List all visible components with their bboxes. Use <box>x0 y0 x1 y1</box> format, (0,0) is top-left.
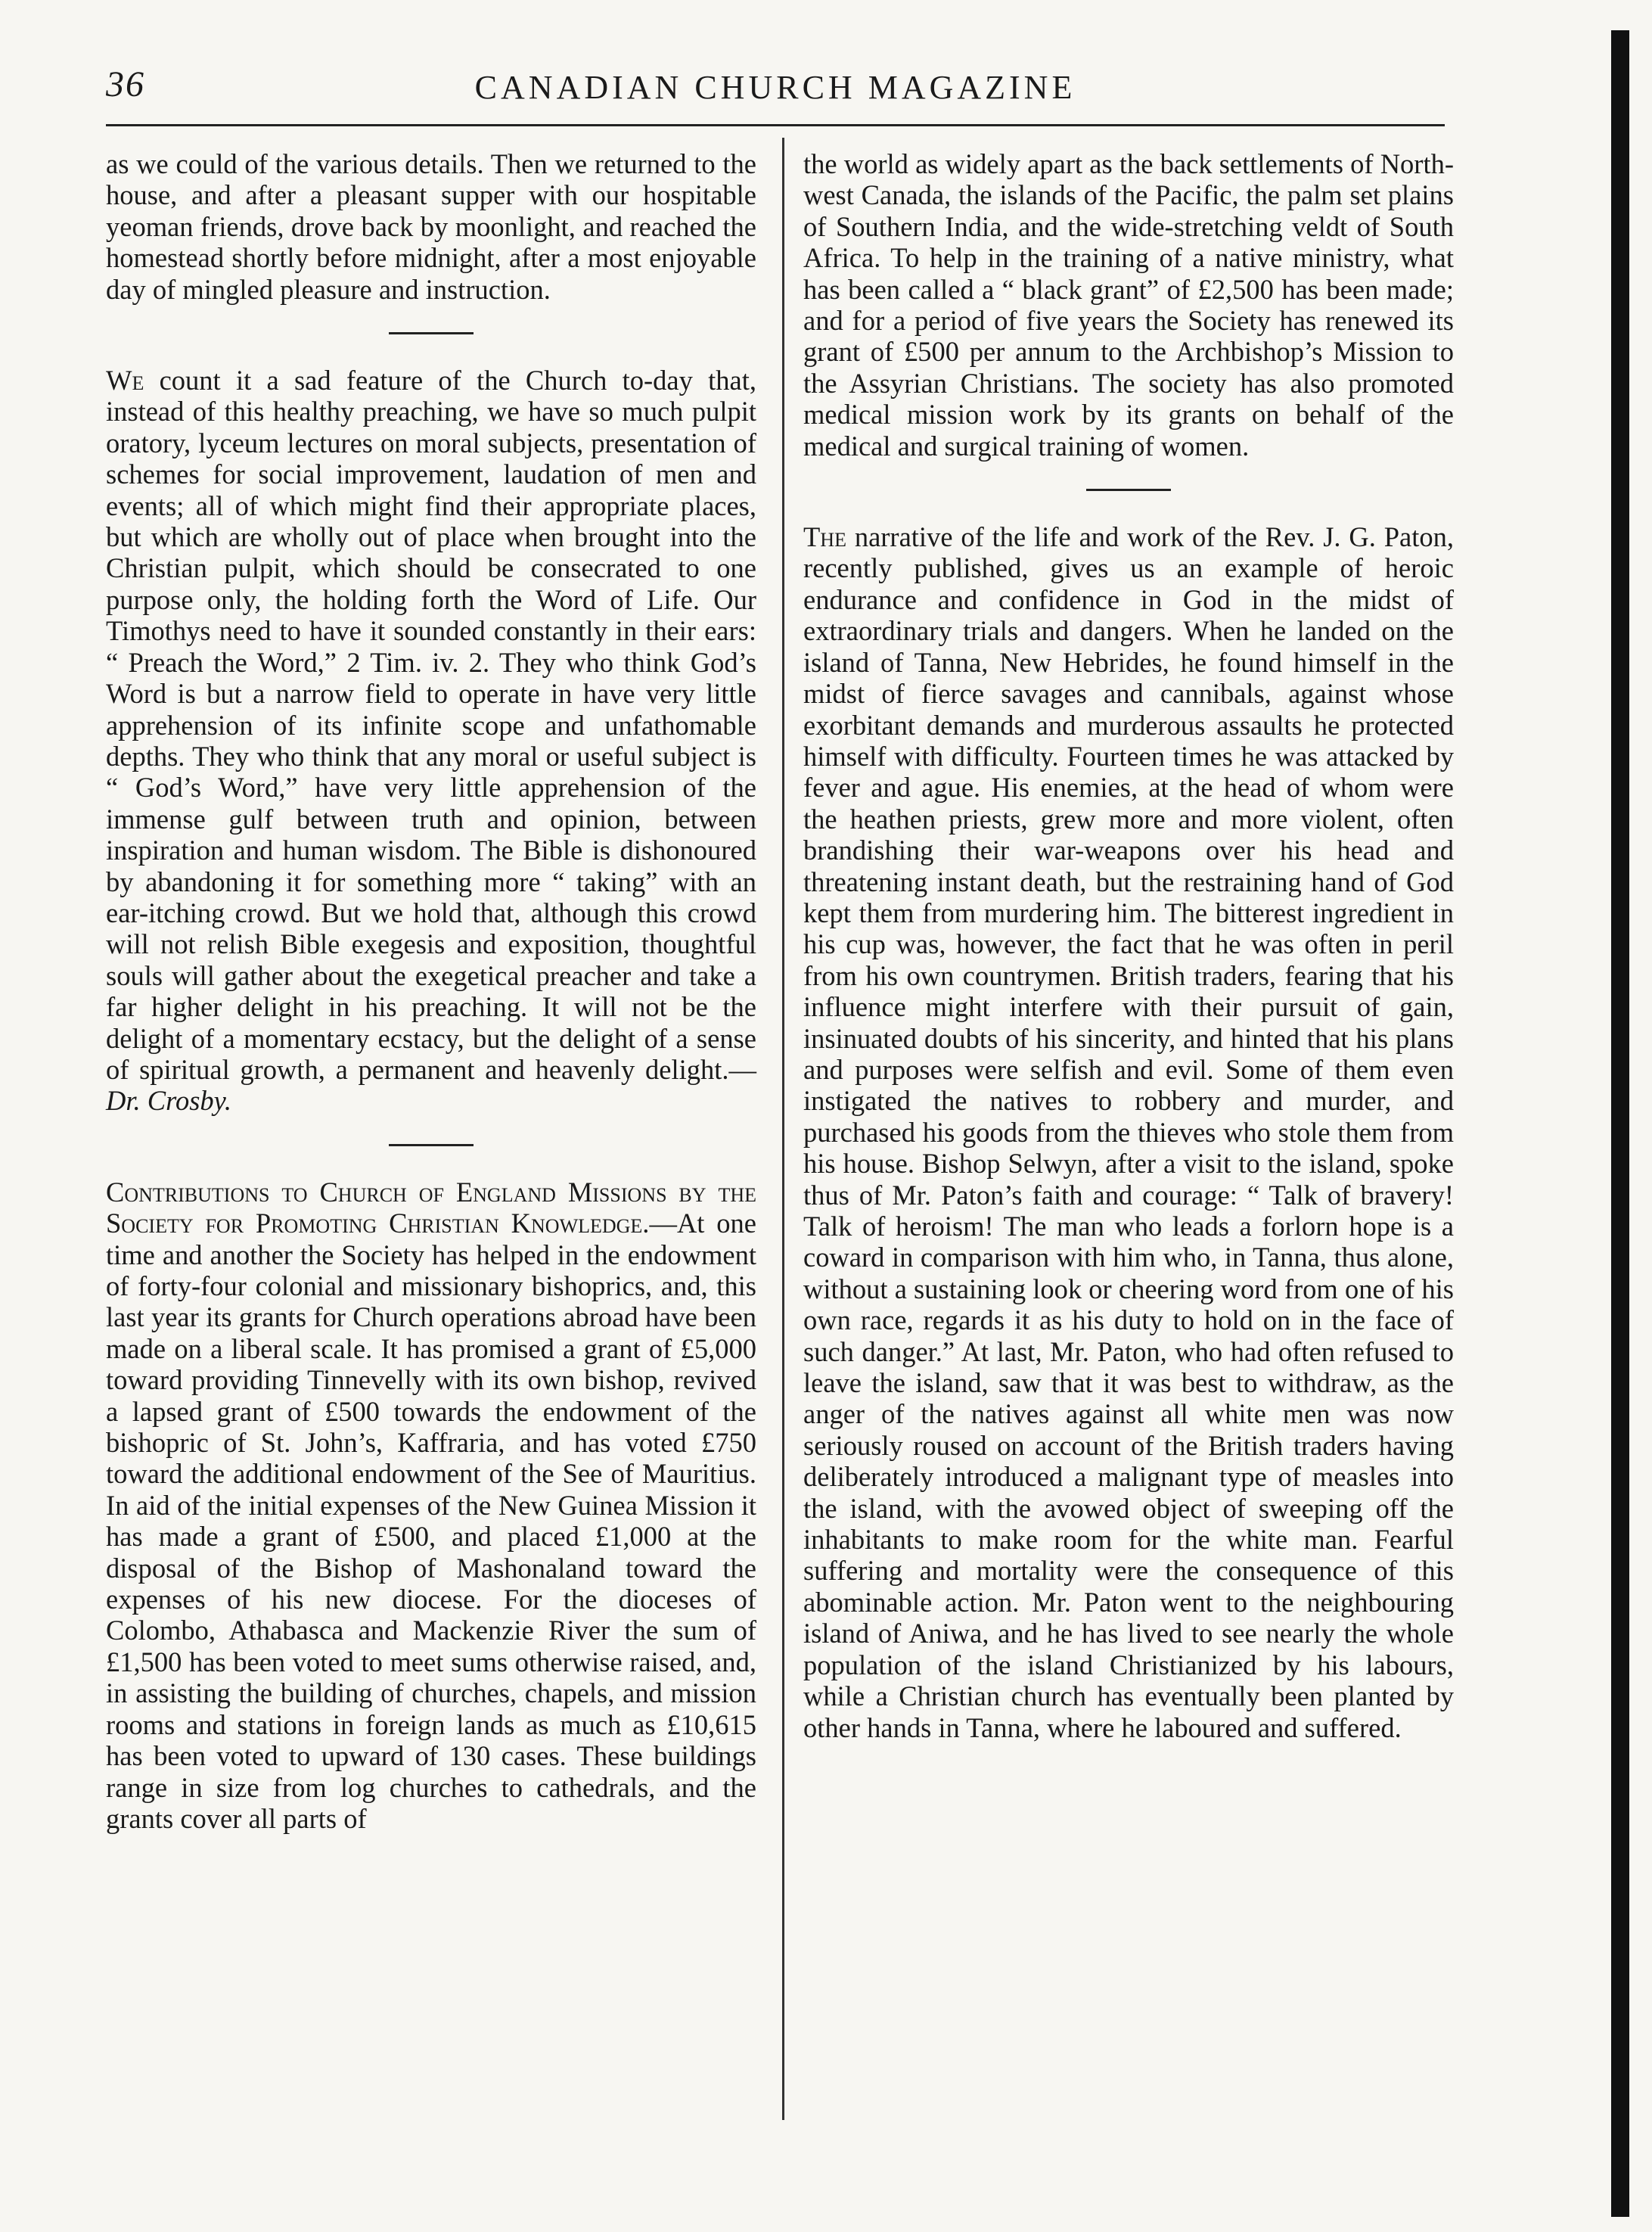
right-column <box>803 148 1454 1743</box>
paragraph-paton-narrative <box>803 521 1454 1743</box>
lead-word: The <box>803 521 846 553</box>
section-divider <box>389 332 474 334</box>
page-header <box>106 64 1445 126</box>
section-divider <box>389 1144 474 1146</box>
binding-edge-shadow <box>1611 30 1629 2217</box>
column-divider <box>782 138 784 2120</box>
page-number: 36 <box>106 64 145 104</box>
paragraph-body: narrative of the life and work of the Rev. J. G. Paton, recently published, gives us an example of heroic endurance and confidence in God in the midst of extraordinary trials and dangers. When he landed on the island of Tanna, New Hebrides, he found himself in the midst of fierce savages and cannibals, against whose exorbitant demands and murderous assaults he protected himself with difficulty. Fourteen times he was attacked by fever and ague. His enemies, at the head of whom were the heathen priests, grew more and more violent, often brandishing their war-weapons over his head and threatening instant death, but the restraining hand of God kept them from murdering him. The bitterest ingredient in his cup was, however, the fact that he was often in peril from his own countrymen. British traders, fearing that his influence might interfere with their pursuit of gain, insinuated doubts of his sincerity, and hinted that his plans and purposes were selfish and evil. Some of them even instigated the natives to robbery and murder, and purchased his goods from the thieves who stole them from his house. Bishop Selwyn, after a visit to the island, spoke thus of Mr. Paton’s faith and courage: “ Talk of bravery! Talk of heroism! The man who leads a forlorn hope is a coward in comparison with him who, in Tanna, thus alone, without a sustaining look or cheering word from one of his own race, regards it as his duty to hold on in the face of such danger.” At last, Mr. Paton, who had often refused to leave the island, saw that it was best to withdraw, as the anger of the natives against all white men was now seriously roused on account of the British traders having deliberately introduced a malignant type of measles into the island, with the avowed object of sweeping off the inhabitants to make room for the white man. Fearful suffering and mortality were the consequence of this abominable action. Mr. Paton went to the neighbouring island of Aniwa, and he has lived to see nearly the whole population of the island Christianized by his labours, while a Christian church has eventually been planted by other hands in Tanna, where he laboured and suffered. <box>803 521 1454 1743</box>
paragraph-farm-visit-ending: as we could of the various details. Then we returned to the house, and after a pleasant supper with our hospitable yeoman friends, drove back by moonlight, and reached the homestead shortly before midnight, after a most enjoyable day of mingled pleasure and instruction. <box>106 148 756 305</box>
section-divider <box>1086 489 1171 491</box>
article-heading: Contributions to Church of England Missions by the Society for Promoting Christian Knowledge. <box>106 1176 756 1239</box>
lead-word: We <box>106 365 144 396</box>
author-byline: Dr. Crosby. <box>106 1085 231 1117</box>
paragraph-body: —At one time and another the Society has helped in the endowment of forty-four colonial and missionary bishoprics, and, this last year its grants for Church operations abroad have been made on a liberal scale. It has promised a grant of £5,000 toward providing Tinnevelly with its own bishop, revived a lapsed grant of £500 towards the endowment of the bishopric of St. John’s, Kaffraria, and has voted £750 toward the additional endowment of the See of Mauritius. In aid of the initial expenses of the New Guinea Mission it has made a grant of £500, and placed £1,000 at the disposal of the Bishop of Mashonaland toward the expenses of his new diocese. For the dioceses of Colombo, Athabasca and Mackenzie River the sum of £1,500 has been voted to meet sums otherwise raised, and, in assisting the building of churches, chapels, and mission rooms and stations in foreign lands as much as £10,615 has been voted to upward of 130 cases. These buildings range in size from log churches to cathedrals, and the grants cover all parts of <box>106 1208 756 1834</box>
paragraph-pulpit-oratory <box>106 365 756 1117</box>
paragraph-spck-contributions <box>106 1177 756 1835</box>
paragraph-spck-continued: the world as widely apart as the back settlements of North-west Canada, the islands of the Pacific, the palm set plains of Southern India, and the wide-stretching veldt of South Africa. To help in the training of a native ministry, what has been called a “ black grant” of £2,500 has been made; and for a period of five years the Society has renewed its grant of £500 per annum to the Archbishop’s Mission to the Assyrian Christians. The society has also promoted medical mission work by its grants on behalf of the medical and surgical training of women. <box>803 148 1454 462</box>
left-column <box>106 148 756 1834</box>
paragraph-body: count it a sad feature of the Church to-day that, instead of this healthy preaching, we have so much pulpit oratory, lyceum lectures on moral subjects, presentation of schemes for social improvement, laudation of men and events; all of which might find their appropriate places, but which are wholly out of place when brought into the Christian pulpit, which should be consecrated to one purpose only, the holding forth the Word of Life. Our Timothys need to have it sounded constantly in their ears: “ Preach the Word,” 2 Tim. iv. 2. They who think God’s Word is but a narrow field to operate in have very little apprehension of its infinite scope and unfathomable depths. They who think that any moral or useful subject is “ God’s Word,” have very little apprehension of the immense gulf between truth and opinion, between inspiration and human wisdom. The Bible is dishonoured by abandoning it for something more “ taking” with an ear-itching crowd. But we hold that, although this crowd will not relish Bible exegesis and exposition, thoughtful souls will gather about the exegetical preacher and take a far higher delight in his preaching. It will not be the delight of a momentary ecstacy, but the delight of a sense of spiritual growth, a permanent and heavenly delight.— <box>106 365 756 1085</box>
running-title: CANADIAN CHURCH MAGAZINE <box>474 69 1076 106</box>
